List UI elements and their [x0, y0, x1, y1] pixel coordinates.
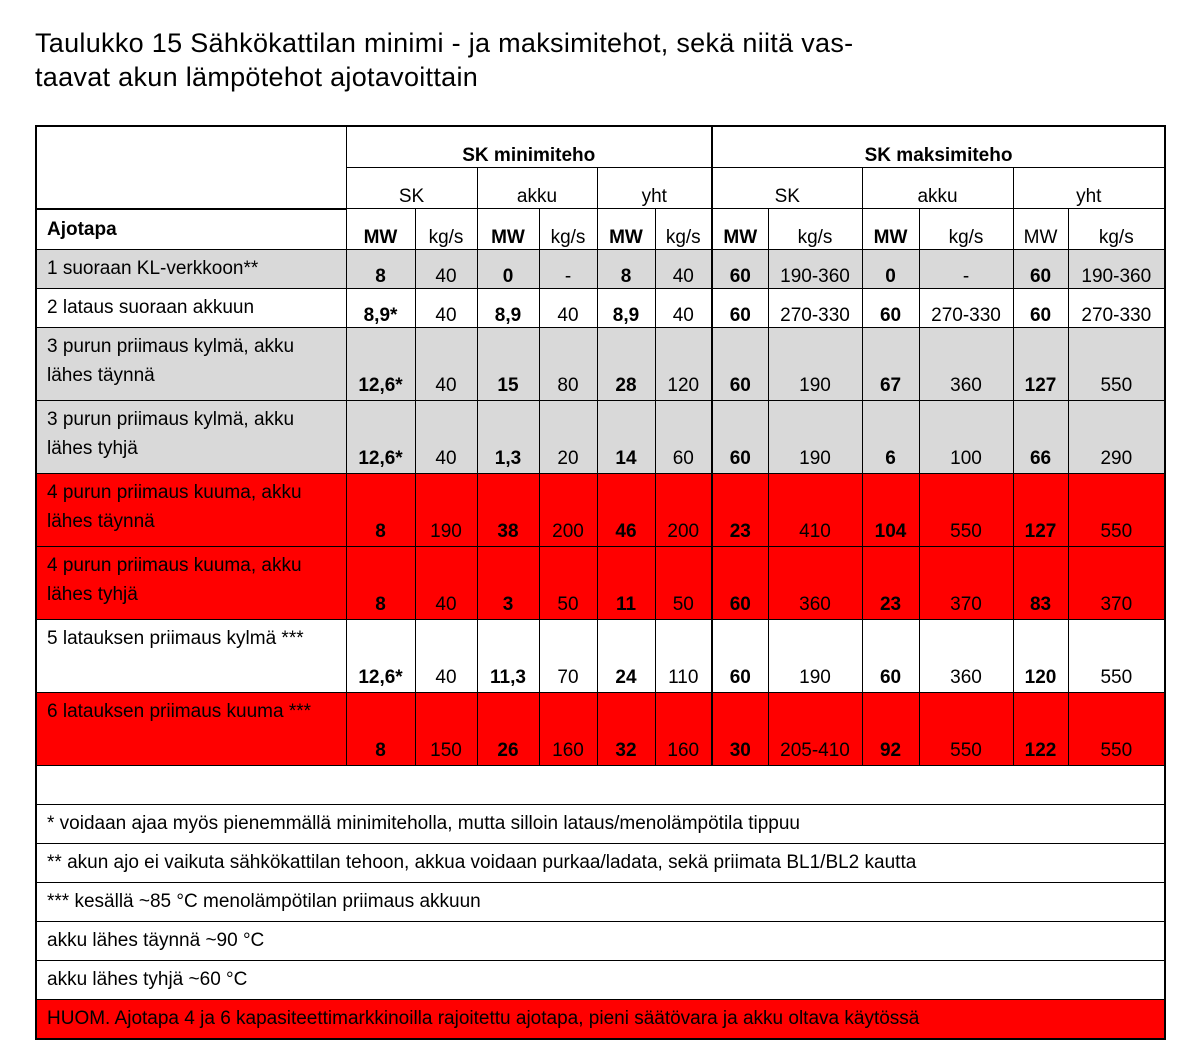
- table-cell: 40: [415, 400, 477, 473]
- table-cell: 40: [655, 249, 712, 288]
- header-row-groups: [36, 126, 1165, 168]
- table-cell: 360: [919, 327, 1013, 400]
- table-cell: 190: [768, 619, 862, 692]
- table-row: [36, 288, 1165, 327]
- note-row: [36, 960, 1165, 999]
- subgroup-max-sk: SK: [712, 168, 862, 209]
- table-cell: 24: [597, 619, 655, 692]
- group-header-min: SK minimiteho: [346, 126, 712, 168]
- table-cell: 60: [712, 619, 768, 692]
- note-rows: [36, 765, 1165, 1039]
- table-cell: 26: [477, 692, 539, 765]
- table-cell: 70: [539, 619, 597, 692]
- table-cell: 160: [655, 692, 712, 765]
- table-cell: 550: [1068, 473, 1165, 546]
- table-cell: 190: [768, 400, 862, 473]
- note-row: [36, 921, 1165, 960]
- table-cell: 370: [919, 546, 1013, 619]
- table-cell: 60: [712, 288, 768, 327]
- table-cell: 60: [862, 288, 919, 327]
- table-row: [36, 546, 1165, 619]
- table-cell: 122: [1013, 692, 1068, 765]
- table-cell: -: [919, 249, 1013, 288]
- unit-mw: MW: [712, 209, 768, 250]
- row-label: 4 purun priimaus kuuma, akku lähes täynnä: [36, 473, 346, 546]
- table-cell: 11,3: [477, 619, 539, 692]
- table-cell: 410: [768, 473, 862, 546]
- table-cell: 92: [862, 692, 919, 765]
- blank-row: [36, 765, 1165, 804]
- subgroup-min-akku: akku: [477, 168, 597, 209]
- table-cell: 110: [655, 619, 712, 692]
- table-cell: 0: [477, 249, 539, 288]
- table-cell: 190-360: [1068, 249, 1165, 288]
- table-cell: 8: [597, 249, 655, 288]
- note-text: * voidaan ajaa myös pienemmällä minimiteholla, mutta silloin lataus/menolämpötila tippuu: [36, 804, 1165, 843]
- row-label: 4 purun priimaus kuuma, akku lähes tyhjä: [36, 546, 346, 619]
- unit-kgs: kg/s: [415, 209, 477, 250]
- row-label: 5 latauksen priimaus kylmä ***: [36, 619, 346, 692]
- subgroup-max-yht: yht: [1013, 168, 1165, 209]
- unit-kgs: kg/s: [1068, 209, 1165, 250]
- subgroup-min-yht: yht: [597, 168, 712, 209]
- table-cell: 28: [597, 327, 655, 400]
- table-cell: 100: [919, 400, 1013, 473]
- table-cell: 11: [597, 546, 655, 619]
- table-cell: 46: [597, 473, 655, 546]
- table-cell: 60: [712, 249, 768, 288]
- table-row: [36, 327, 1165, 400]
- row-label: 6 latauksen priimaus kuuma ***: [36, 692, 346, 765]
- table-cell: 60: [1013, 288, 1068, 327]
- table-cell: 8: [346, 249, 415, 288]
- table-caption: [35, 26, 1135, 94]
- table-cell: 205-410: [768, 692, 862, 765]
- table-cell: 83: [1013, 546, 1068, 619]
- table-cell: 8,9: [597, 288, 655, 327]
- table-row: [36, 619, 1165, 692]
- table-cell: 270-330: [768, 288, 862, 327]
- table-cell: 8,9: [477, 288, 539, 327]
- table-cell: 127: [1013, 327, 1068, 400]
- row-label: 2 lataus suoraan akkuun: [36, 288, 346, 327]
- table-cell: 60: [1013, 249, 1068, 288]
- table-cell: 8: [346, 692, 415, 765]
- table-cell: 50: [655, 546, 712, 619]
- caption-line-2: taavat akun lämpötehot ajotavoittain: [35, 62, 479, 92]
- table-cell: 120: [655, 327, 712, 400]
- table-cell: 550: [919, 473, 1013, 546]
- row-label: 3 purun priimaus kylmä, akku lähes täynnä: [36, 327, 346, 400]
- table-cell: 15: [477, 327, 539, 400]
- table-cell: 190: [415, 473, 477, 546]
- table-cell: 190-360: [768, 249, 862, 288]
- unit-kgs: kg/s: [655, 209, 712, 250]
- data-rows: [36, 249, 1165, 765]
- unit-mw: MW: [346, 209, 415, 250]
- table-cell: 20: [539, 400, 597, 473]
- table-cell: 370: [1068, 546, 1165, 619]
- table-cell: 23: [712, 473, 768, 546]
- table-cell: 60: [712, 400, 768, 473]
- row-header-ajotapa: Ajotapa: [36, 209, 346, 250]
- header-row-units: [36, 209, 1165, 250]
- power-table: [35, 125, 1166, 1040]
- table-cell: 23: [862, 546, 919, 619]
- table-cell: 32: [597, 692, 655, 765]
- table-cell: 8: [346, 546, 415, 619]
- table-cell: -: [539, 249, 597, 288]
- table-cell: 8,9*: [346, 288, 415, 327]
- table-cell: 12,6*: [346, 619, 415, 692]
- unit-mw: MW: [862, 209, 919, 250]
- table-cell: 40: [415, 327, 477, 400]
- note-row: [36, 882, 1165, 921]
- table-cell: 550: [1068, 692, 1165, 765]
- unit-mw: MW: [1013, 209, 1068, 250]
- table-cell: 200: [655, 473, 712, 546]
- table-cell: 1,3: [477, 400, 539, 473]
- table-cell: 3: [477, 546, 539, 619]
- note-row: [36, 999, 1165, 1039]
- table-cell: 40: [415, 288, 477, 327]
- table-row: [36, 400, 1165, 473]
- table-cell: 40: [415, 546, 477, 619]
- table-cell: 160: [539, 692, 597, 765]
- table-row: [36, 473, 1165, 546]
- table-cell: 14: [597, 400, 655, 473]
- note-text: ** akun ajo ei vaikuta sähkökattilan tehoon, akkua voidaan purkaa/ladata, sekä priimata BL1/BL2 kautta: [36, 843, 1165, 882]
- row-label: 3 purun priimaus kylmä, akku lähes tyhjä: [36, 400, 346, 473]
- blank-cell: [36, 765, 1165, 804]
- row-label: 1 suoraan KL-verkkoon**: [36, 249, 346, 288]
- table-cell: 12,6*: [346, 327, 415, 400]
- table-cell: 360: [768, 546, 862, 619]
- table-cell: 550: [919, 692, 1013, 765]
- table-cell: 66: [1013, 400, 1068, 473]
- table-cell: 60: [712, 327, 768, 400]
- subgroup-min-sk: SK: [346, 168, 477, 209]
- table-cell: 12,6*: [346, 400, 415, 473]
- table-cell: 0: [862, 249, 919, 288]
- table-cell: 40: [415, 619, 477, 692]
- table-cell: 190: [768, 327, 862, 400]
- table-cell: 6: [862, 400, 919, 473]
- table-cell: 200: [539, 473, 597, 546]
- table-cell: 60: [862, 619, 919, 692]
- unit-kgs: kg/s: [539, 209, 597, 250]
- table-cell: 40: [655, 288, 712, 327]
- table-cell: 60: [712, 546, 768, 619]
- table-cell: 550: [1068, 619, 1165, 692]
- table-cell: 60: [655, 400, 712, 473]
- table-cell: 270-330: [919, 288, 1013, 327]
- table-cell: 550: [1068, 327, 1165, 400]
- unit-kgs: kg/s: [919, 209, 1013, 250]
- unit-mw: MW: [477, 209, 539, 250]
- note-text: akku lähes täynnä ~90 °C: [36, 921, 1165, 960]
- table-cell: 104: [862, 473, 919, 546]
- table-cell: 120: [1013, 619, 1068, 692]
- table-cell: 40: [415, 249, 477, 288]
- caption-line-1: Taulukko 15 Sähkökattilan minimi - ja maksimitehot, sekä niitä vas-: [35, 28, 854, 58]
- note-row: [36, 804, 1165, 843]
- note-text: akku lähes tyhjä ~60 °C: [36, 960, 1165, 999]
- note-text: *** kesällä ~85 °C menolämpötilan priimaus akkuun: [36, 882, 1165, 921]
- note-text: HUOM. Ajotapa 4 ja 6 kapasiteettimarkkinoilla rajoitettu ajotapa, pieni säätövara ja akku oltava käytössä: [36, 999, 1165, 1039]
- table-cell: 8: [346, 473, 415, 546]
- table-cell: 360: [919, 619, 1013, 692]
- table-cell: 50: [539, 546, 597, 619]
- table-cell: 40: [539, 288, 597, 327]
- table-cell: 30: [712, 692, 768, 765]
- corner-cell: [36, 126, 346, 209]
- table-cell: 150: [415, 692, 477, 765]
- table-cell: 38: [477, 473, 539, 546]
- table-row: [36, 249, 1165, 288]
- table-cell: 80: [539, 327, 597, 400]
- unit-mw: MW: [597, 209, 655, 250]
- table-cell: 127: [1013, 473, 1068, 546]
- unit-kgs: kg/s: [768, 209, 862, 250]
- group-header-max: SK maksimiteho: [712, 126, 1165, 168]
- table-row: [36, 692, 1165, 765]
- table-cell: 270-330: [1068, 288, 1165, 327]
- note-row: [36, 843, 1165, 882]
- subgroup-max-akku: akku: [862, 168, 1013, 209]
- table-cell: 290: [1068, 400, 1165, 473]
- table-cell: 67: [862, 327, 919, 400]
